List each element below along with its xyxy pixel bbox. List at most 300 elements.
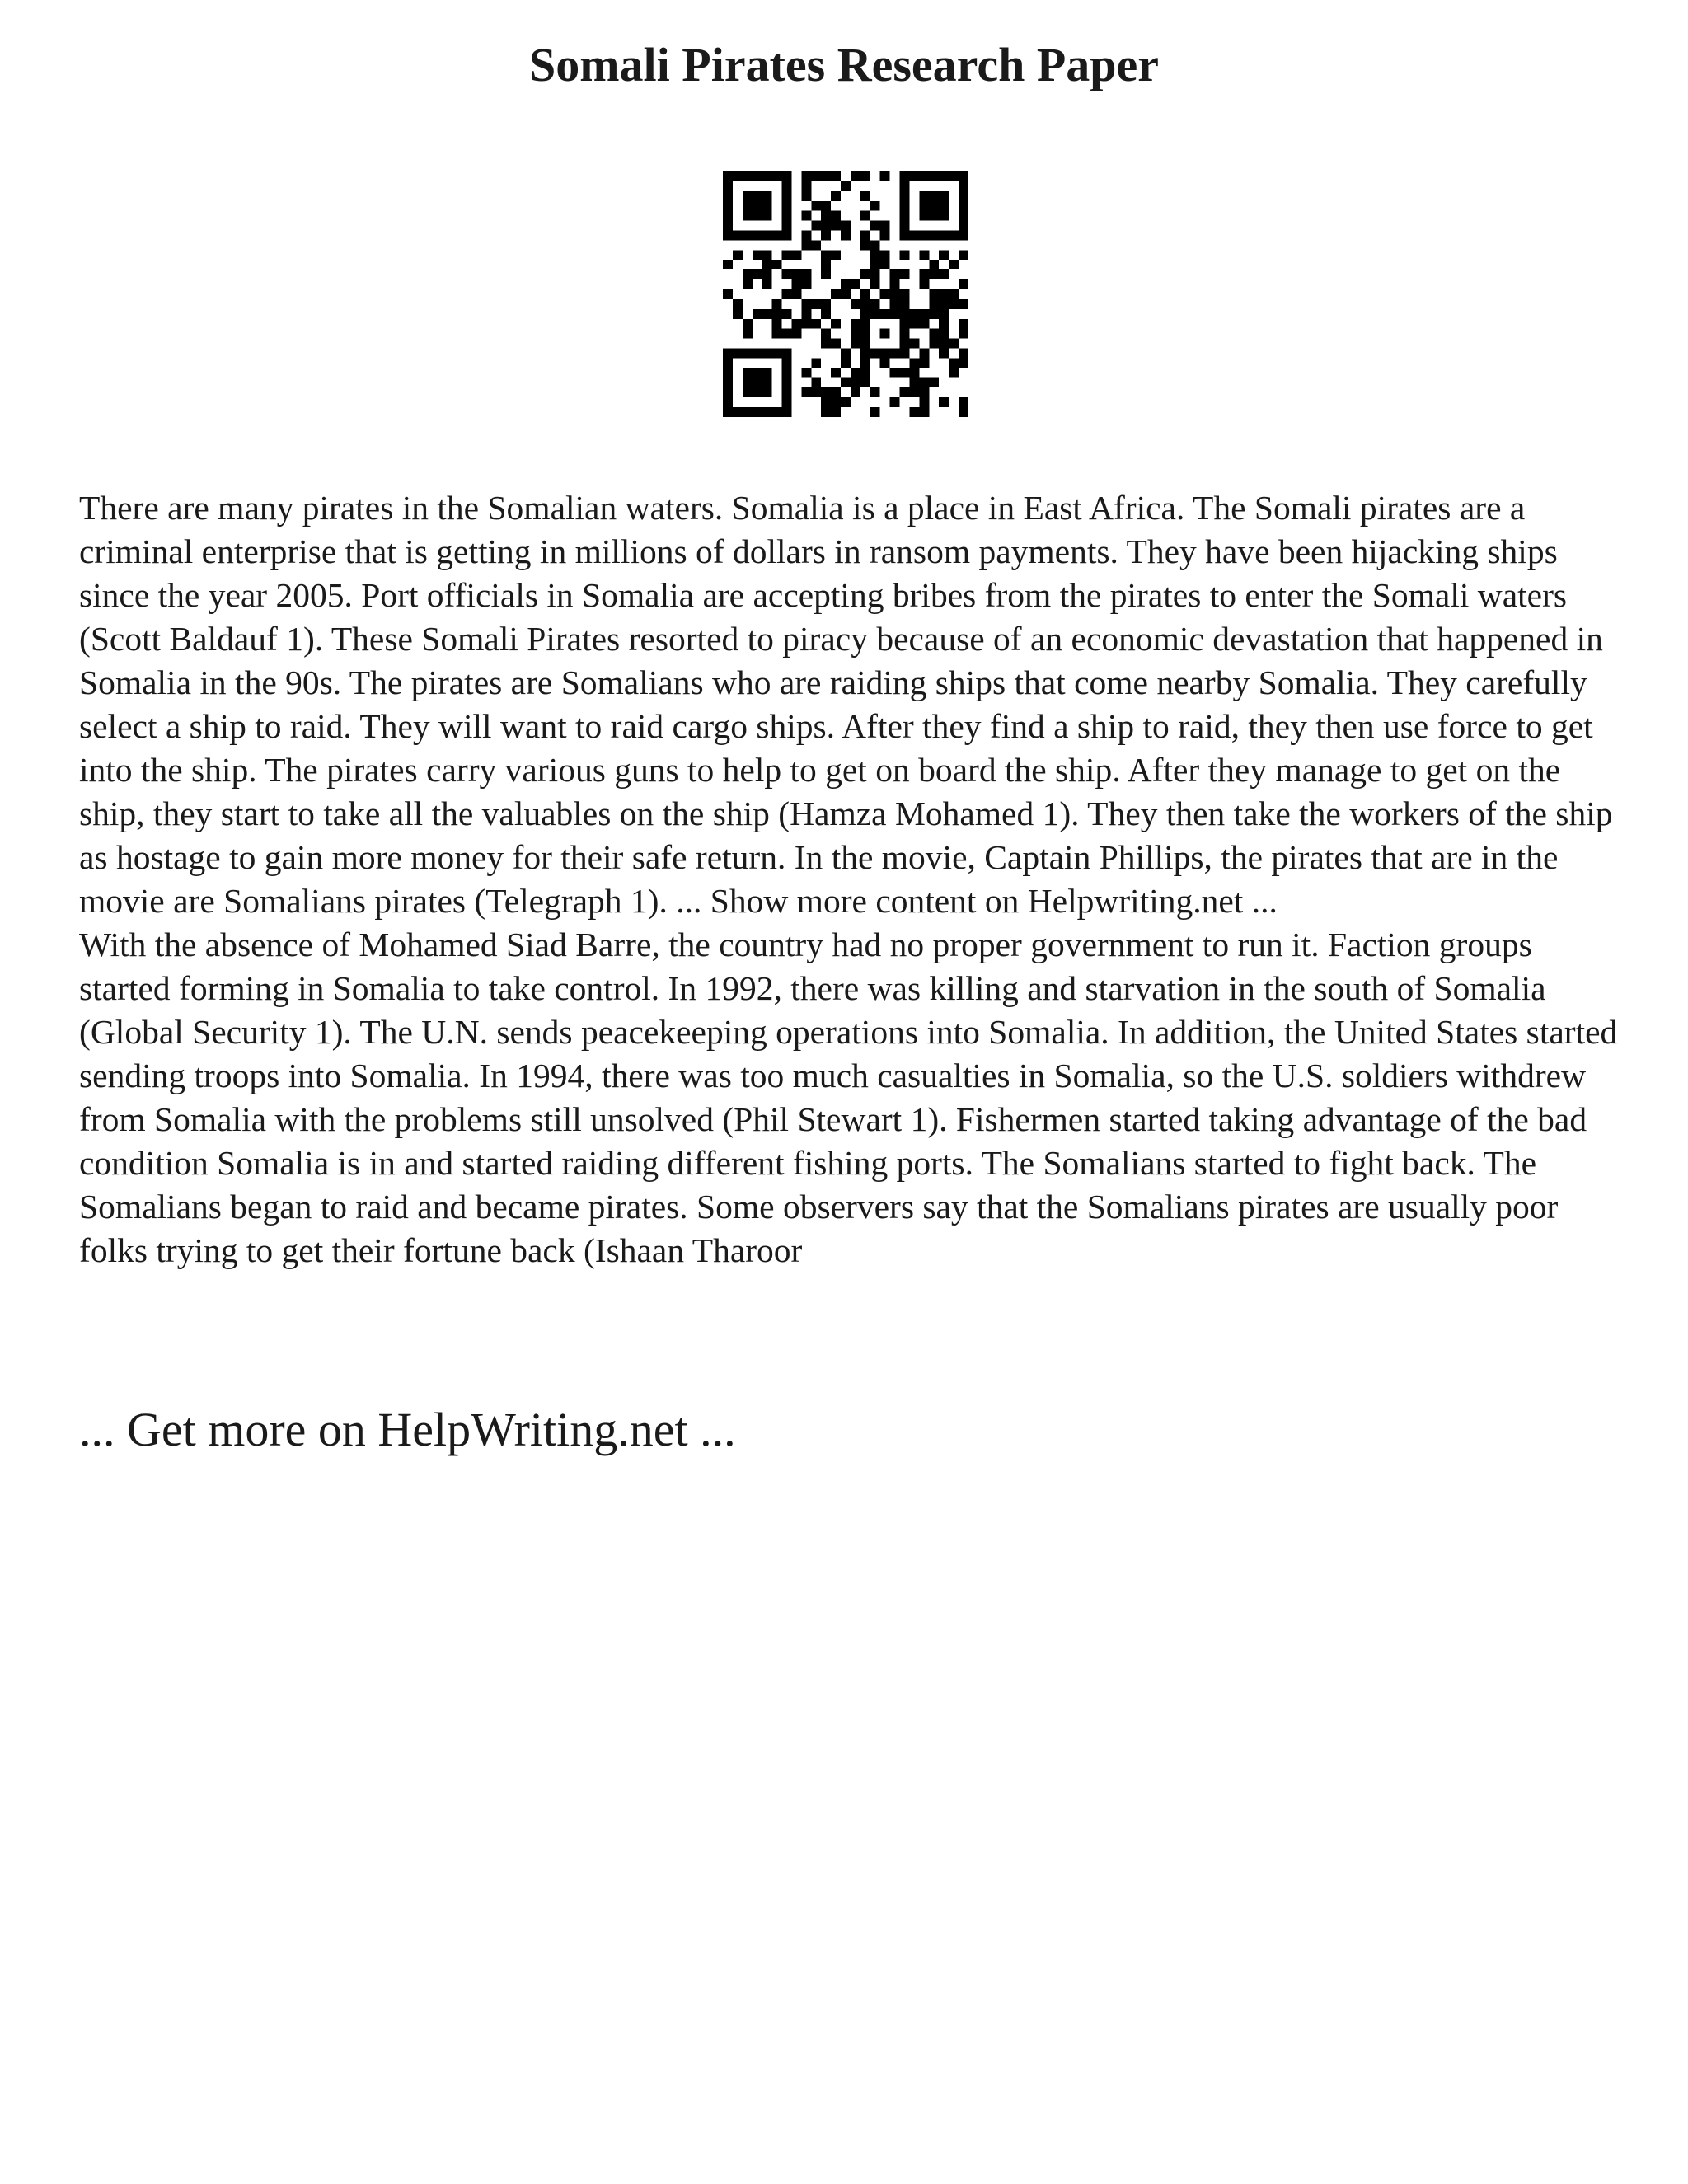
qr-module	[860, 309, 870, 319]
qr-module	[743, 368, 753, 377]
qr-module	[880, 260, 890, 269]
qr-code	[723, 171, 968, 417]
qr-module	[890, 349, 900, 359]
qr-module	[821, 250, 831, 260]
qr-module	[900, 368, 910, 377]
qr-module	[762, 260, 772, 269]
qr-module	[860, 358, 870, 368]
qr-module	[762, 201, 772, 211]
qr-module	[851, 368, 860, 377]
qr-module	[841, 231, 851, 241]
qr-module	[782, 181, 792, 191]
qr-module	[753, 377, 762, 387]
qr-module	[801, 319, 811, 329]
qr-module	[880, 329, 890, 339]
qr-module	[880, 171, 890, 181]
qr-module	[919, 191, 929, 201]
qr-module	[811, 221, 821, 231]
qr-module	[919, 231, 929, 241]
qr-module	[851, 329, 860, 339]
qr-module	[949, 289, 959, 299]
qr-module	[949, 231, 959, 241]
qr-module	[733, 250, 743, 260]
qr-module	[743, 407, 753, 417]
qr-module	[723, 221, 733, 231]
qr-module	[900, 269, 910, 279]
qr-module	[929, 339, 939, 349]
qr-module	[860, 231, 870, 241]
qr-module	[959, 349, 968, 359]
qr-module	[743, 329, 753, 339]
qr-module	[801, 171, 811, 181]
qr-module	[880, 289, 890, 299]
qr-module	[782, 397, 792, 407]
qr-module	[939, 269, 949, 279]
qr-module	[782, 289, 792, 299]
qr-module	[811, 319, 821, 329]
qr-module	[929, 329, 939, 339]
qr-module	[959, 299, 968, 309]
qr-module	[929, 231, 939, 241]
qr-module	[831, 368, 841, 377]
qr-module	[860, 377, 870, 387]
qr-module	[870, 260, 880, 269]
qr-module	[900, 231, 910, 241]
qr-module	[929, 260, 939, 269]
qr-module	[733, 407, 743, 417]
qr-module	[870, 269, 880, 279]
qr-module	[733, 231, 743, 241]
qr-module	[743, 211, 753, 221]
qr-module	[821, 231, 831, 241]
qr-module	[890, 279, 900, 289]
qr-module	[753, 387, 762, 397]
qr-module	[870, 349, 880, 359]
qr-module	[772, 171, 782, 181]
qr-module	[753, 171, 762, 181]
qr-module	[939, 250, 949, 260]
qr-module	[841, 181, 851, 191]
qr-module	[909, 377, 919, 387]
qr-module	[919, 358, 929, 368]
qr-module	[753, 250, 762, 260]
qr-module	[919, 171, 929, 181]
qr-module	[772, 299, 782, 309]
qr-module	[762, 368, 772, 377]
qr-module	[782, 221, 792, 231]
qr-module	[772, 319, 782, 329]
qr-module	[782, 269, 792, 279]
qr-module	[870, 407, 880, 417]
qr-module	[900, 289, 910, 299]
qr-module	[772, 260, 782, 269]
qr-module	[782, 349, 792, 359]
qr-module	[762, 171, 772, 181]
qr-module	[919, 349, 929, 359]
paragraph-2: With the absence of Mohamed Siad Barre, the country had no proper government to run it. Faction groups started forming in Somalia to take control. In 1992, there was killing and starvation in the south of Somalia (Global Security 1). The U.N. sends peacekeeping operations into Somalia. In addition, the United States started sending troops into Somalia. In 1994, there was too much casualties in Somalia, so the U.S. soldiers withdrew from Somalia with the problems still unsolved (Phil Stewart 1). Fishermen started taking advantage of the bad condition Somalia is in and started raiding different fishing ports. The Somalians started to fight back. The Somalians began to raid and became pirates. Some observers say that the Somalians pirates are usually poor folks trying to get their fortune back (Ishaan Tharoor	[79, 926, 1618, 1269]
qr-module	[831, 319, 841, 329]
qr-module	[860, 191, 870, 201]
qr-module	[801, 191, 811, 201]
qr-module	[851, 377, 860, 387]
qr-module	[743, 279, 753, 289]
qr-module	[939, 339, 949, 349]
qr-module	[723, 289, 733, 299]
qr-module	[959, 191, 968, 201]
qr-module	[939, 309, 949, 319]
qr-module	[743, 269, 753, 279]
qr-module	[929, 377, 939, 387]
qr-module	[743, 231, 753, 241]
qr-module	[772, 329, 782, 339]
qr-module	[959, 319, 968, 329]
qr-module	[900, 201, 910, 211]
qr-module	[870, 240, 880, 250]
qr-module	[782, 211, 792, 221]
qr-module	[851, 299, 860, 309]
qr-module	[870, 299, 880, 309]
qr-module	[753, 191, 762, 201]
qr-module	[811, 240, 821, 250]
qr-module	[851, 319, 860, 329]
qr-module	[929, 299, 939, 309]
qr-module	[949, 358, 959, 368]
qr-module	[831, 250, 841, 260]
qr-module	[723, 191, 733, 201]
qr-module	[782, 387, 792, 397]
qr-module	[821, 221, 831, 231]
qr-module	[831, 289, 841, 299]
qr-module	[801, 181, 811, 191]
qr-module	[762, 211, 772, 221]
qr-module	[841, 289, 851, 299]
qr-module	[900, 181, 910, 191]
qr-module	[753, 407, 762, 417]
qr-module	[909, 319, 919, 329]
qr-module	[909, 358, 919, 368]
qr-module	[821, 171, 831, 181]
qr-module	[851, 339, 860, 349]
qr-module	[723, 231, 733, 241]
qr-module	[959, 231, 968, 241]
qr-module	[733, 299, 743, 309]
qr-module	[890, 368, 900, 377]
qr-module	[753, 231, 762, 241]
qr-module	[821, 211, 831, 221]
qr-module	[801, 269, 811, 279]
qr-module	[860, 289, 870, 299]
qr-module	[959, 407, 968, 417]
qr-module	[801, 368, 811, 377]
qr-module	[753, 211, 762, 221]
qr-code-icon	[723, 171, 968, 417]
qr-module	[880, 221, 890, 231]
qr-module	[821, 387, 831, 397]
qr-module	[900, 349, 910, 359]
qr-module	[939, 231, 949, 241]
qr-module	[900, 221, 910, 231]
qr-module	[762, 349, 772, 359]
qr-module	[753, 269, 762, 279]
qr-module	[782, 250, 792, 260]
qr-module	[949, 339, 959, 349]
qr-module	[909, 387, 919, 397]
qr-module	[919, 309, 929, 319]
qr-module	[821, 339, 831, 349]
qr-module	[860, 211, 870, 221]
qr-module	[939, 201, 949, 211]
qr-module	[841, 279, 851, 289]
qr-module	[870, 201, 880, 211]
qr-module	[811, 358, 821, 368]
qr-module	[929, 201, 939, 211]
qr-module	[753, 368, 762, 377]
qr-module	[909, 339, 919, 349]
qr-module	[811, 171, 821, 181]
qr-module	[959, 201, 968, 211]
qr-module	[723, 349, 733, 359]
qr-module	[762, 269, 772, 279]
qr-module	[890, 397, 900, 407]
qr-module	[890, 289, 900, 299]
qr-module	[909, 171, 919, 181]
qr-module	[782, 231, 792, 241]
qr-module	[909, 368, 919, 377]
qr-module	[811, 201, 821, 211]
qr-module	[821, 329, 831, 339]
qr-module	[870, 387, 880, 397]
qr-module	[959, 358, 968, 368]
qr-module	[870, 309, 880, 319]
qr-module	[900, 171, 910, 181]
get-more-link[interactable]: ... Get more on HelpWriting.net ...	[79, 1403, 736, 1456]
qr-module	[782, 329, 792, 339]
qr-module	[743, 377, 753, 387]
qr-module	[831, 397, 841, 407]
qr-module	[723, 260, 733, 269]
qr-module	[890, 309, 900, 319]
qr-module	[890, 299, 900, 309]
qr-module	[743, 191, 753, 201]
qr-module	[860, 349, 870, 359]
qr-module	[762, 250, 772, 260]
qr-module	[821, 299, 831, 309]
qr-module	[939, 329, 949, 339]
qr-module	[791, 329, 801, 339]
qr-module	[821, 201, 831, 211]
qr-module	[900, 319, 910, 329]
qr-module	[939, 191, 949, 201]
qr-module	[762, 377, 772, 387]
qr-module	[860, 171, 870, 181]
document-body	[79, 486, 1620, 1272]
qr-module	[743, 319, 753, 329]
qr-module	[919, 211, 929, 221]
qr-module	[723, 387, 733, 397]
qr-module	[782, 377, 792, 387]
qr-module	[782, 407, 792, 417]
qr-module	[860, 319, 870, 329]
qr-module	[831, 387, 841, 397]
qr-module	[909, 231, 919, 241]
qr-module	[831, 171, 841, 181]
qr-module	[801, 231, 811, 241]
qr-module	[909, 309, 919, 319]
qr-module	[841, 397, 851, 407]
qr-module	[723, 358, 733, 368]
qr-module	[753, 309, 762, 319]
qr-module	[811, 377, 821, 387]
qr-module	[959, 181, 968, 191]
qr-module	[801, 309, 811, 319]
qr-module	[723, 171, 733, 181]
qr-module	[870, 221, 880, 231]
paragraph-1: There are many pirates in the Somalian waters. Somalia is a place in East Africa. The Somali pirates are a criminal enterprise that is getting in millions of dollars in ransom payments. They have been hijacking ships since the year 2005. Port officials in Somalia are accepting bribes from the pirates to enter the Somali waters (Scott Baldauf 1). These Somali Pirates resorted to piracy because of an economic devastation that happened in Somalia in the 90s. The pirates are Somalians who are raiding ships that come nearby Somalia. They carefully select a ship to raid. They will want to raid cargo ships. After they find a ship to raid, they then use force to get into the ship. The pirates carry various guns to help to get on board the ship. After they manage to get on the ship, they start to take all the valuables on the ship (Hamza Mohamed 1). They then take the workers of the ship as hostage to gain more money for their safe return. In the movie, Captain Phillips, the pirates that are in the movie are Somalians pirates (Telegraph 1). ... Show more content on Helpwriting.net ...	[79, 489, 1613, 920]
qr-module	[939, 289, 949, 299]
qr-module	[929, 211, 939, 221]
qr-module	[782, 309, 792, 319]
qr-module	[782, 358, 792, 368]
qr-module	[929, 191, 939, 201]
qr-module	[772, 407, 782, 417]
qr-module	[890, 269, 900, 279]
qr-module	[723, 407, 733, 417]
qr-module	[860, 299, 870, 309]
qr-module	[762, 387, 772, 397]
qr-module	[939, 319, 949, 329]
qr-module	[762, 309, 772, 319]
qr-module	[723, 211, 733, 221]
qr-module	[929, 269, 939, 279]
qr-module	[762, 407, 772, 417]
qr-module	[841, 377, 851, 387]
qr-module	[860, 339, 870, 349]
qr-module	[762, 279, 772, 289]
qr-module	[860, 329, 870, 339]
qr-module	[733, 309, 743, 319]
qr-module	[900, 329, 910, 339]
qr-module	[860, 368, 870, 377]
qr-module	[723, 397, 733, 407]
qr-module	[811, 387, 821, 397]
qr-module	[831, 191, 841, 201]
qr-module	[860, 240, 870, 250]
qr-module	[870, 279, 880, 289]
qr-module	[949, 299, 959, 309]
qr-module	[900, 387, 910, 397]
qr-module	[880, 358, 890, 368]
qr-module	[841, 358, 851, 368]
qr-module	[959, 397, 968, 407]
qr-module	[743, 201, 753, 211]
qr-module	[880, 231, 890, 241]
qr-module	[939, 171, 949, 181]
qr-module	[811, 299, 821, 309]
qr-module	[919, 407, 929, 417]
qr-module	[782, 171, 792, 181]
qr-module	[831, 221, 841, 231]
qr-module	[753, 349, 762, 359]
qr-module	[919, 269, 929, 279]
qr-module	[772, 349, 782, 359]
qr-module	[772, 231, 782, 241]
qr-module	[831, 211, 841, 221]
qr-module	[782, 368, 792, 377]
qr-module	[880, 349, 890, 359]
qr-module	[959, 250, 968, 260]
qr-module	[860, 269, 870, 279]
qr-module	[959, 279, 968, 289]
qr-module	[791, 279, 801, 289]
qr-module	[880, 309, 890, 319]
qr-module	[743, 171, 753, 181]
qr-module	[900, 299, 910, 309]
qr-module	[762, 191, 772, 201]
qr-module	[841, 221, 851, 231]
qr-module	[821, 397, 831, 407]
qr-module	[949, 260, 959, 269]
qr-module	[801, 299, 811, 309]
qr-module	[900, 250, 910, 260]
qr-module	[939, 397, 949, 407]
qr-module	[821, 260, 831, 269]
qr-module	[723, 368, 733, 377]
qr-module	[919, 387, 929, 397]
qr-module	[959, 211, 968, 221]
qr-module	[900, 309, 910, 319]
qr-module	[919, 319, 929, 329]
qr-module	[900, 191, 910, 201]
qr-module	[929, 289, 939, 299]
qr-module	[821, 407, 831, 417]
qr-module	[791, 319, 801, 329]
qr-module	[743, 387, 753, 397]
qr-module	[909, 407, 919, 417]
qr-module	[939, 349, 949, 359]
qr-module	[821, 309, 831, 319]
qr-module	[880, 250, 890, 260]
qr-module	[919, 377, 929, 387]
qr-module	[939, 299, 949, 309]
qr-module	[801, 211, 811, 221]
qr-module	[733, 349, 743, 359]
qr-module	[841, 349, 851, 359]
qr-module	[919, 397, 929, 407]
qr-module	[949, 368, 959, 377]
document-title: Somali Pirates Research Paper	[528, 38, 1160, 91]
qr-module	[723, 201, 733, 211]
qr-module	[821, 269, 831, 279]
qr-module	[919, 250, 929, 260]
qr-module	[959, 329, 968, 339]
qr-module	[782, 201, 792, 211]
qr-module	[801, 240, 811, 250]
qr-module	[723, 181, 733, 191]
qr-module	[929, 309, 939, 319]
qr-module	[831, 339, 841, 349]
qr-module	[772, 309, 782, 319]
qr-module	[949, 171, 959, 181]
qr-module	[959, 221, 968, 231]
qr-module	[753, 201, 762, 211]
qr-module	[801, 279, 811, 289]
qr-module	[919, 201, 929, 211]
qr-module	[831, 407, 841, 417]
qr-module	[900, 339, 910, 349]
qr-module	[900, 211, 910, 221]
qr-module	[791, 250, 801, 260]
qr-module	[743, 349, 753, 359]
